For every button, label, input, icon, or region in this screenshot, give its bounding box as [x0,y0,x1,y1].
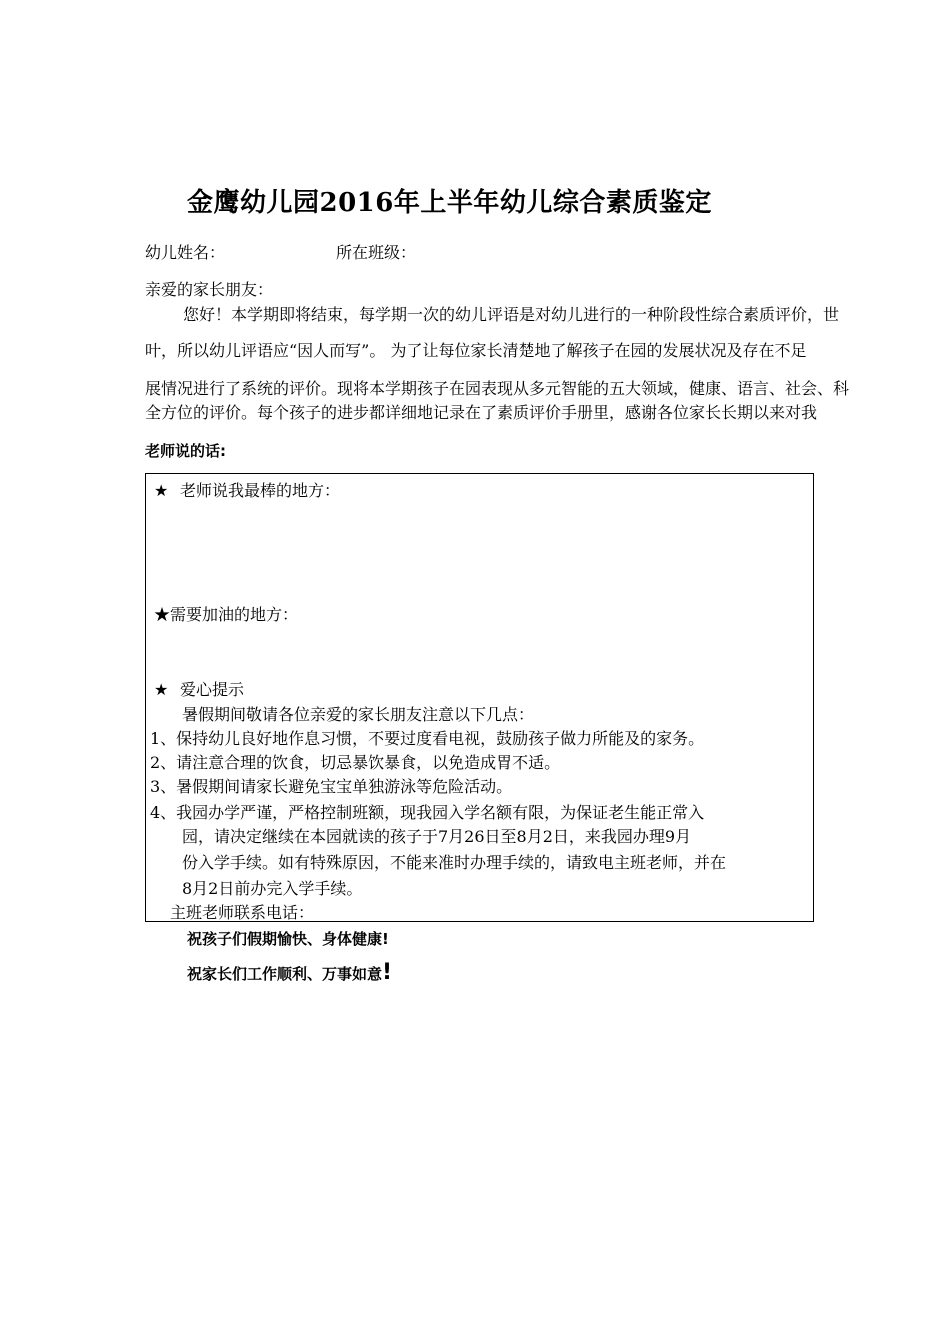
tips-item [154,677,244,700]
child-name-label: 幼儿姓名： [145,243,226,262]
letter-line: 叶，所以幼儿评语应“因人而写”。 为了让每位家长清楚地了解孩子在园的发展状况及存在不足 [145,341,807,360]
teacher-comment-box [145,473,814,922]
letter-line: 展情况进行了系统的评价。现将本学期孩子在园表现从多元智能的五大领域，健康、语言、社会、科 [145,379,850,398]
wish-parents [187,960,392,985]
wish-children: 祝孩子们假期愉快、身体健康! [187,930,389,948]
wish-parents-text: 祝家长们工作顺利、万事如意 [187,965,383,983]
letter-line: 您好！本学期即将结束，每学期一次的幼儿评语是对幼儿进行的一种阶段性综合素质评价，世 [183,305,840,324]
tip-item-continued: 园，请决定继续在本园就读的孩子于7月26日至8月2日，来我园办理9月 [182,827,692,846]
tip-item: 4、我园办学严谨，严格控制班额，现我园入学名额有限，为保证老生能正常入 [150,803,705,822]
letter-greeting: 亲爱的家长朋友： [145,280,274,299]
tip-item: 2、请注意合理的饮食，切忌暴饮暴食，以免造成胃不适。 [150,753,561,772]
tips-label: 爱心提示 [180,680,245,699]
class-label: 所在班级： [336,243,417,262]
teacher-phone-label: 主班老师联系电话： [170,903,315,922]
tip-item-continued: 份入学手续。如有特殊原因，不能来准时办理手续的，请致电主班老师，并在 [182,853,727,872]
tip-item: 1、保持幼儿良好地作息习惯，不要过度看电视，鼓励孩子做力所能及的家务。 [150,729,705,748]
tip-item: 3、暑假期间请家长避免宝宝单独游泳等危险活动。 [150,777,513,796]
tips-intro: 暑假期间敬请各位亲爱的家长朋友注意以下几点： [182,705,535,724]
star-icon: ★ [154,481,169,500]
star-icon: ★ [154,605,171,624]
improve-item [154,602,298,625]
star-icon: ★ [154,680,169,699]
improve-label: 需要加油的地方： [170,605,299,624]
section-heading: 老师说的话: [145,442,226,460]
best-item [154,478,340,501]
wish-exclamation: ! [382,960,393,985]
tip-item-continued: 8月2日前办完入学手续。 [182,879,363,898]
document-title: 金鹰幼儿园2016年上半年幼儿综合素质鉴定 [187,188,712,218]
best-label: 老师说我最棒的地方： [180,481,341,500]
letter-line: 全方位的评价。每个孩子的进步都详细地记录在了素质评价手册里，感谢各位家长长期以来对我 [145,403,818,422]
